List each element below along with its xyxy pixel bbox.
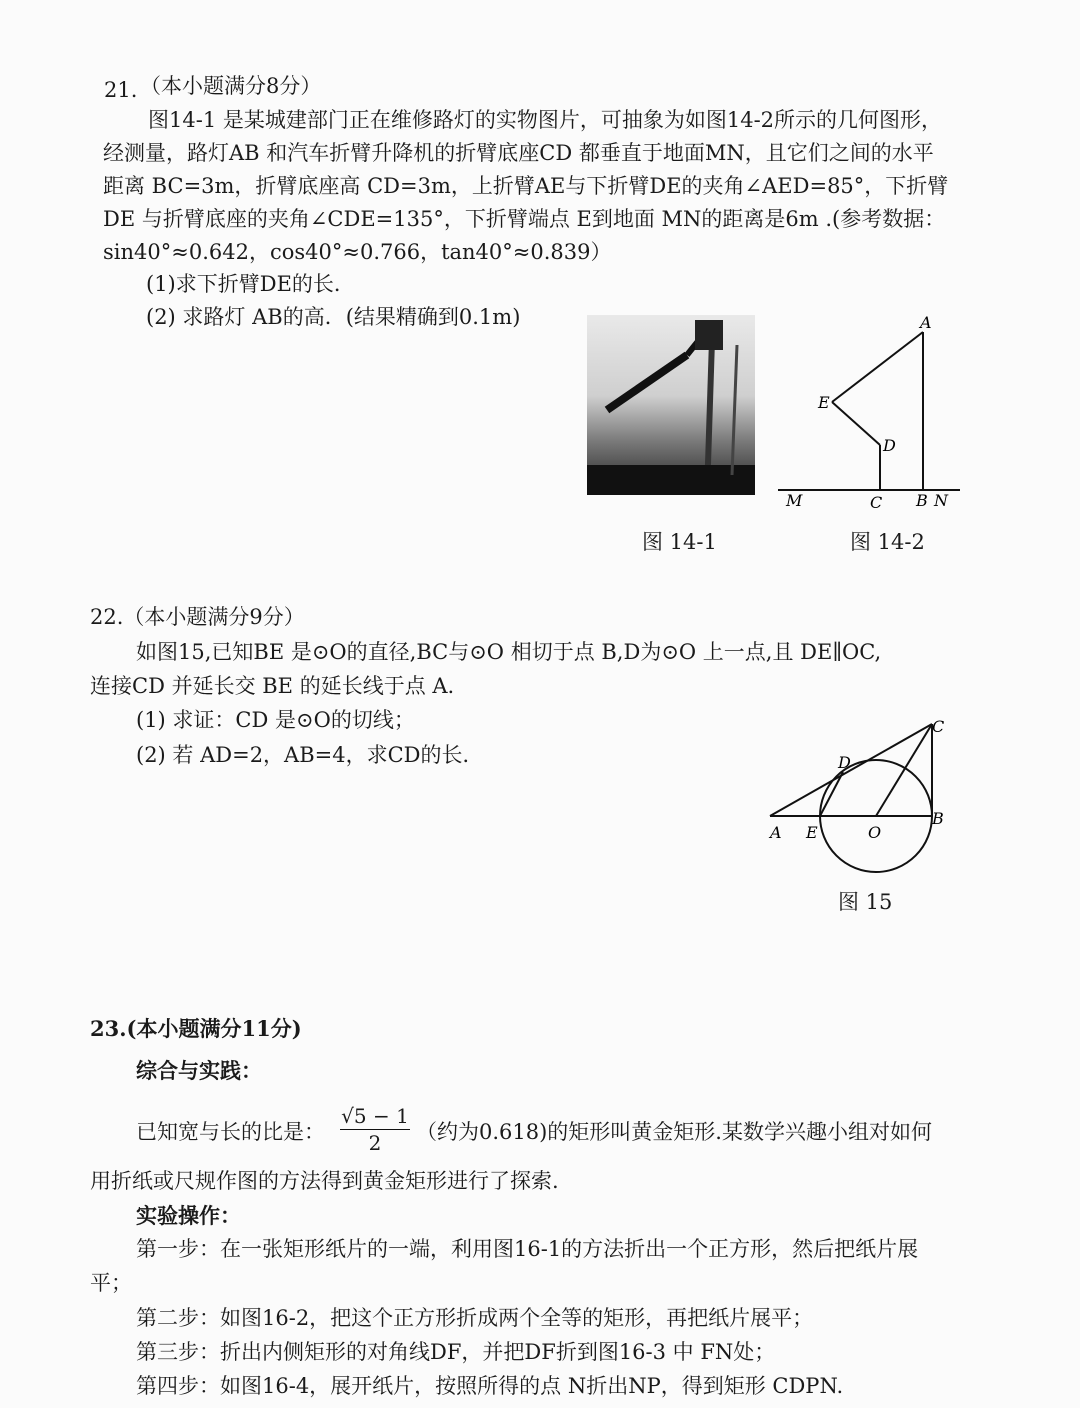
q23-step2: 第二步：如图16-2，把这个正方形折成两个全等的矩形，再把纸片展平； bbox=[136, 1306, 814, 1330]
lower-arm-de bbox=[832, 402, 880, 445]
q22-header: 22.（本小题满分9分） bbox=[90, 605, 305, 629]
q22-line-1: 如图15,已知BE 是⊙O的直径,BC与⊙O 相切于点 B,D为⊙O 上一点,且 DE∥OC, bbox=[136, 640, 882, 664]
label-d: D bbox=[883, 436, 896, 455]
label-o: O bbox=[868, 823, 882, 842]
q22-part-2: (2) 若 AD=2，AB=4，求CD的长． bbox=[136, 743, 484, 767]
photo-sketch bbox=[587, 315, 755, 495]
streetlight-repair-photo bbox=[587, 315, 755, 495]
q21-line-2: 经测量，路灯AB 和汽车折臂升降机的折臂底座CD 都垂直于地面MN，且它们之间的水平 bbox=[103, 141, 934, 165]
label-b: B bbox=[916, 491, 928, 510]
q21-header: （本小题满分8分） bbox=[140, 74, 322, 98]
fig14-2-diagram bbox=[770, 310, 970, 520]
golden-ratio-fraction bbox=[340, 1103, 410, 1156]
label-c: C bbox=[870, 493, 883, 512]
q21-part-1: (1)求下折臂DE的长． bbox=[146, 272, 355, 296]
fig15-diagram bbox=[760, 712, 980, 882]
q21-line-4: DE 与折臂底座的夹角∠CDE=135°，下折臂端点 E到地面 MN的距离是6m .(参考数据： bbox=[103, 207, 946, 231]
fig14-2-caption: 图 14-2 bbox=[850, 530, 925, 554]
q23-step1a: 第一步：在一张矩形纸片的一端，利用图16-1的方法折出一个正方形，然后把纸片展 bbox=[136, 1237, 919, 1261]
q21-line-3: 距离 BC=3m，折臂底座高 CD=3m，上折臂AE与下折臂DE的夹角∠AED=85°，下折臂 bbox=[103, 174, 949, 198]
label-a: A bbox=[920, 313, 932, 332]
q23-line1-before: 已知宽与长的比是： bbox=[136, 1120, 325, 1144]
q21-part-2: (2) 求路灯 AB的高．(结果精确到0.1m) bbox=[146, 305, 521, 329]
label-n: N bbox=[934, 491, 948, 510]
q23-step1b: 平； bbox=[90, 1271, 132, 1295]
label-m: M bbox=[786, 491, 803, 510]
q21-line-5: sin40°≈0.642，cos40°≈0.766，tan40°≈0.839） bbox=[103, 240, 612, 264]
q22-part-1: (1) 求证：CD 是⊙O的切线； bbox=[136, 708, 415, 732]
label-c: C bbox=[932, 717, 945, 736]
q23-header: 23.(本小题满分11分) bbox=[90, 1016, 302, 1041]
q23-line1-after: （约为0.618)的矩形叫黄金矩形.某数学兴趣小组对如何 bbox=[416, 1120, 932, 1144]
fig15-caption: 图 15 bbox=[838, 890, 893, 914]
label-b: B bbox=[932, 809, 944, 828]
label-e: E bbox=[806, 823, 818, 842]
label-e: E bbox=[818, 393, 830, 412]
q22-line-2: 连接CD 并延长交 BE 的延长线于点 A. bbox=[90, 674, 455, 698]
q21-number: 21. bbox=[104, 78, 138, 102]
segment-oc bbox=[876, 724, 932, 816]
fig14-1-caption: 图 14-1 bbox=[642, 530, 717, 554]
q21-line-1: 图14-1 是某城建部门正在维修路灯的实物图片，可抽象为如图14-2所示的几何图形， bbox=[148, 108, 943, 132]
q23-line2: 用折纸或尺规作图的方法得到黄金矩形进行了探索. bbox=[90, 1169, 559, 1193]
q23-step4: 第四步：如图16-4，展开纸片，按照所得的点 N折出NP，得到矩形 CDPN. bbox=[136, 1374, 844, 1398]
fraction-denominator: 2 bbox=[368, 1131, 382, 1155]
q23-subtitle: 综合与实践： bbox=[136, 1058, 262, 1083]
fraction-numerator: √5 − 1 bbox=[341, 1104, 409, 1128]
q23-exp-title: 实验操作： bbox=[136, 1203, 241, 1228]
label-d: D bbox=[838, 753, 851, 772]
upper-arm-ae bbox=[832, 332, 923, 402]
q23-step3: 第三步：折出内侧矩形的对角线DF，并把DF折到图16-3 中 FN处； bbox=[136, 1340, 776, 1364]
label-a: A bbox=[770, 823, 782, 842]
